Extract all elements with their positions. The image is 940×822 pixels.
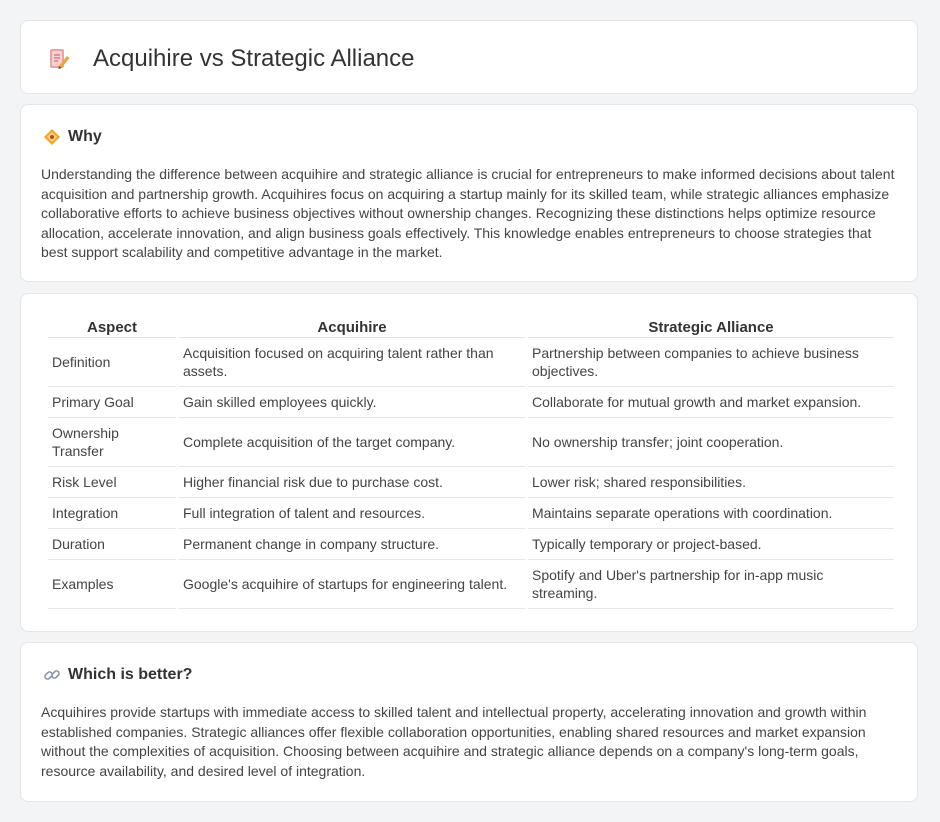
cell-strategic-alliance: Partnership between companies to achieve business objectives.	[528, 338, 894, 387]
table-row	[48, 467, 894, 498]
cell-aspect: Risk Level	[48, 467, 176, 498]
table-row	[48, 529, 894, 560]
table-row	[48, 418, 894, 467]
cell-strategic-alliance: Spotify and Uber's partnership for in-app music streaming.	[528, 560, 894, 609]
cell-acquihire: Permanent change in company structure.	[179, 529, 525, 560]
comparison-table	[45, 316, 897, 609]
cell-strategic-alliance: Lower risk; shared responsibilities.	[528, 467, 894, 498]
why-heading: Why	[68, 128, 102, 145]
cell-acquihire: Complete acquisition of the target company.	[179, 418, 525, 467]
table-header-row	[48, 316, 894, 338]
cell-acquihire: Gain skilled employees quickly.	[179, 387, 525, 418]
better-heading: Which is better?	[68, 666, 193, 683]
document-pencil-icon	[47, 47, 71, 71]
header-acquihire: Acquihire	[179, 316, 525, 338]
page-title: Acquihire vs Strategic Alliance	[93, 45, 415, 72]
which-is-better-section	[20, 642, 918, 802]
cell-aspect: Definition	[48, 338, 176, 387]
comparison-table-card	[20, 293, 918, 632]
title-card	[20, 20, 918, 94]
header-strategic-alliance: Strategic Alliance	[528, 316, 894, 338]
cell-acquihire: Higher financial risk due to purchase cost.	[179, 467, 525, 498]
cell-aspect: Ownership Transfer	[48, 418, 176, 467]
diamond-warning-icon	[43, 128, 61, 146]
why-section	[20, 104, 918, 282]
link-icon	[43, 666, 61, 684]
cell-strategic-alliance: Maintains separate operations with coordination.	[528, 498, 894, 529]
cell-strategic-alliance: Typically temporary or project-based.	[528, 529, 894, 560]
better-heading-row	[43, 666, 192, 684]
better-paragraph: Acquihires provide startups with immediate access to skilled talent and intellectual property, accelerating innovation and growth within established companies. Strategic alliances offer flexible collaboration opportunities, enabling shared resources and market expansion without the complexities of acquisition. Choosing between acquihire and strategic alliance depends on a company's long-term goals, resource availability, and desired level of integration.	[41, 704, 867, 779]
table-row	[48, 387, 894, 418]
cell-acquihire: Acquisition focused on acquiring talent rather than assets.	[179, 338, 525, 387]
why-heading-row	[43, 128, 102, 146]
table-row	[48, 498, 894, 529]
table-row	[48, 338, 894, 387]
why-paragraph: Understanding the difference between acquihire and strategic alliance is crucial for entrepreneurs to make informed decisions about talent acquisition and partnership growth. Acquihires focus on acquiring a startup mainly for its skilled team, while strategic alliances emphasize collaborative efforts to achieve business objectives without ownership changes. Recognizing these distinctions helps optimize resource allocation, accelerate innovation, and align business goals effectively. This knowledge enables entrepreneurs to choose strategies that best support scalability and competitive advantage in the market.	[41, 166, 895, 260]
cell-aspect: Duration	[48, 529, 176, 560]
cell-acquihire: Full integration of talent and resources.	[179, 498, 525, 529]
cell-strategic-alliance: Collaborate for mutual growth and market expansion.	[528, 387, 894, 418]
cell-strategic-alliance: No ownership transfer; joint cooperation.	[528, 418, 894, 467]
table-row	[48, 560, 894, 609]
cell-acquihire: Google's acquihire of startups for engineering talent.	[179, 560, 525, 609]
cell-aspect: Primary Goal	[48, 387, 176, 418]
header-aspect: Aspect	[48, 316, 176, 338]
cell-aspect: Examples	[48, 560, 176, 609]
cell-aspect: Integration	[48, 498, 176, 529]
